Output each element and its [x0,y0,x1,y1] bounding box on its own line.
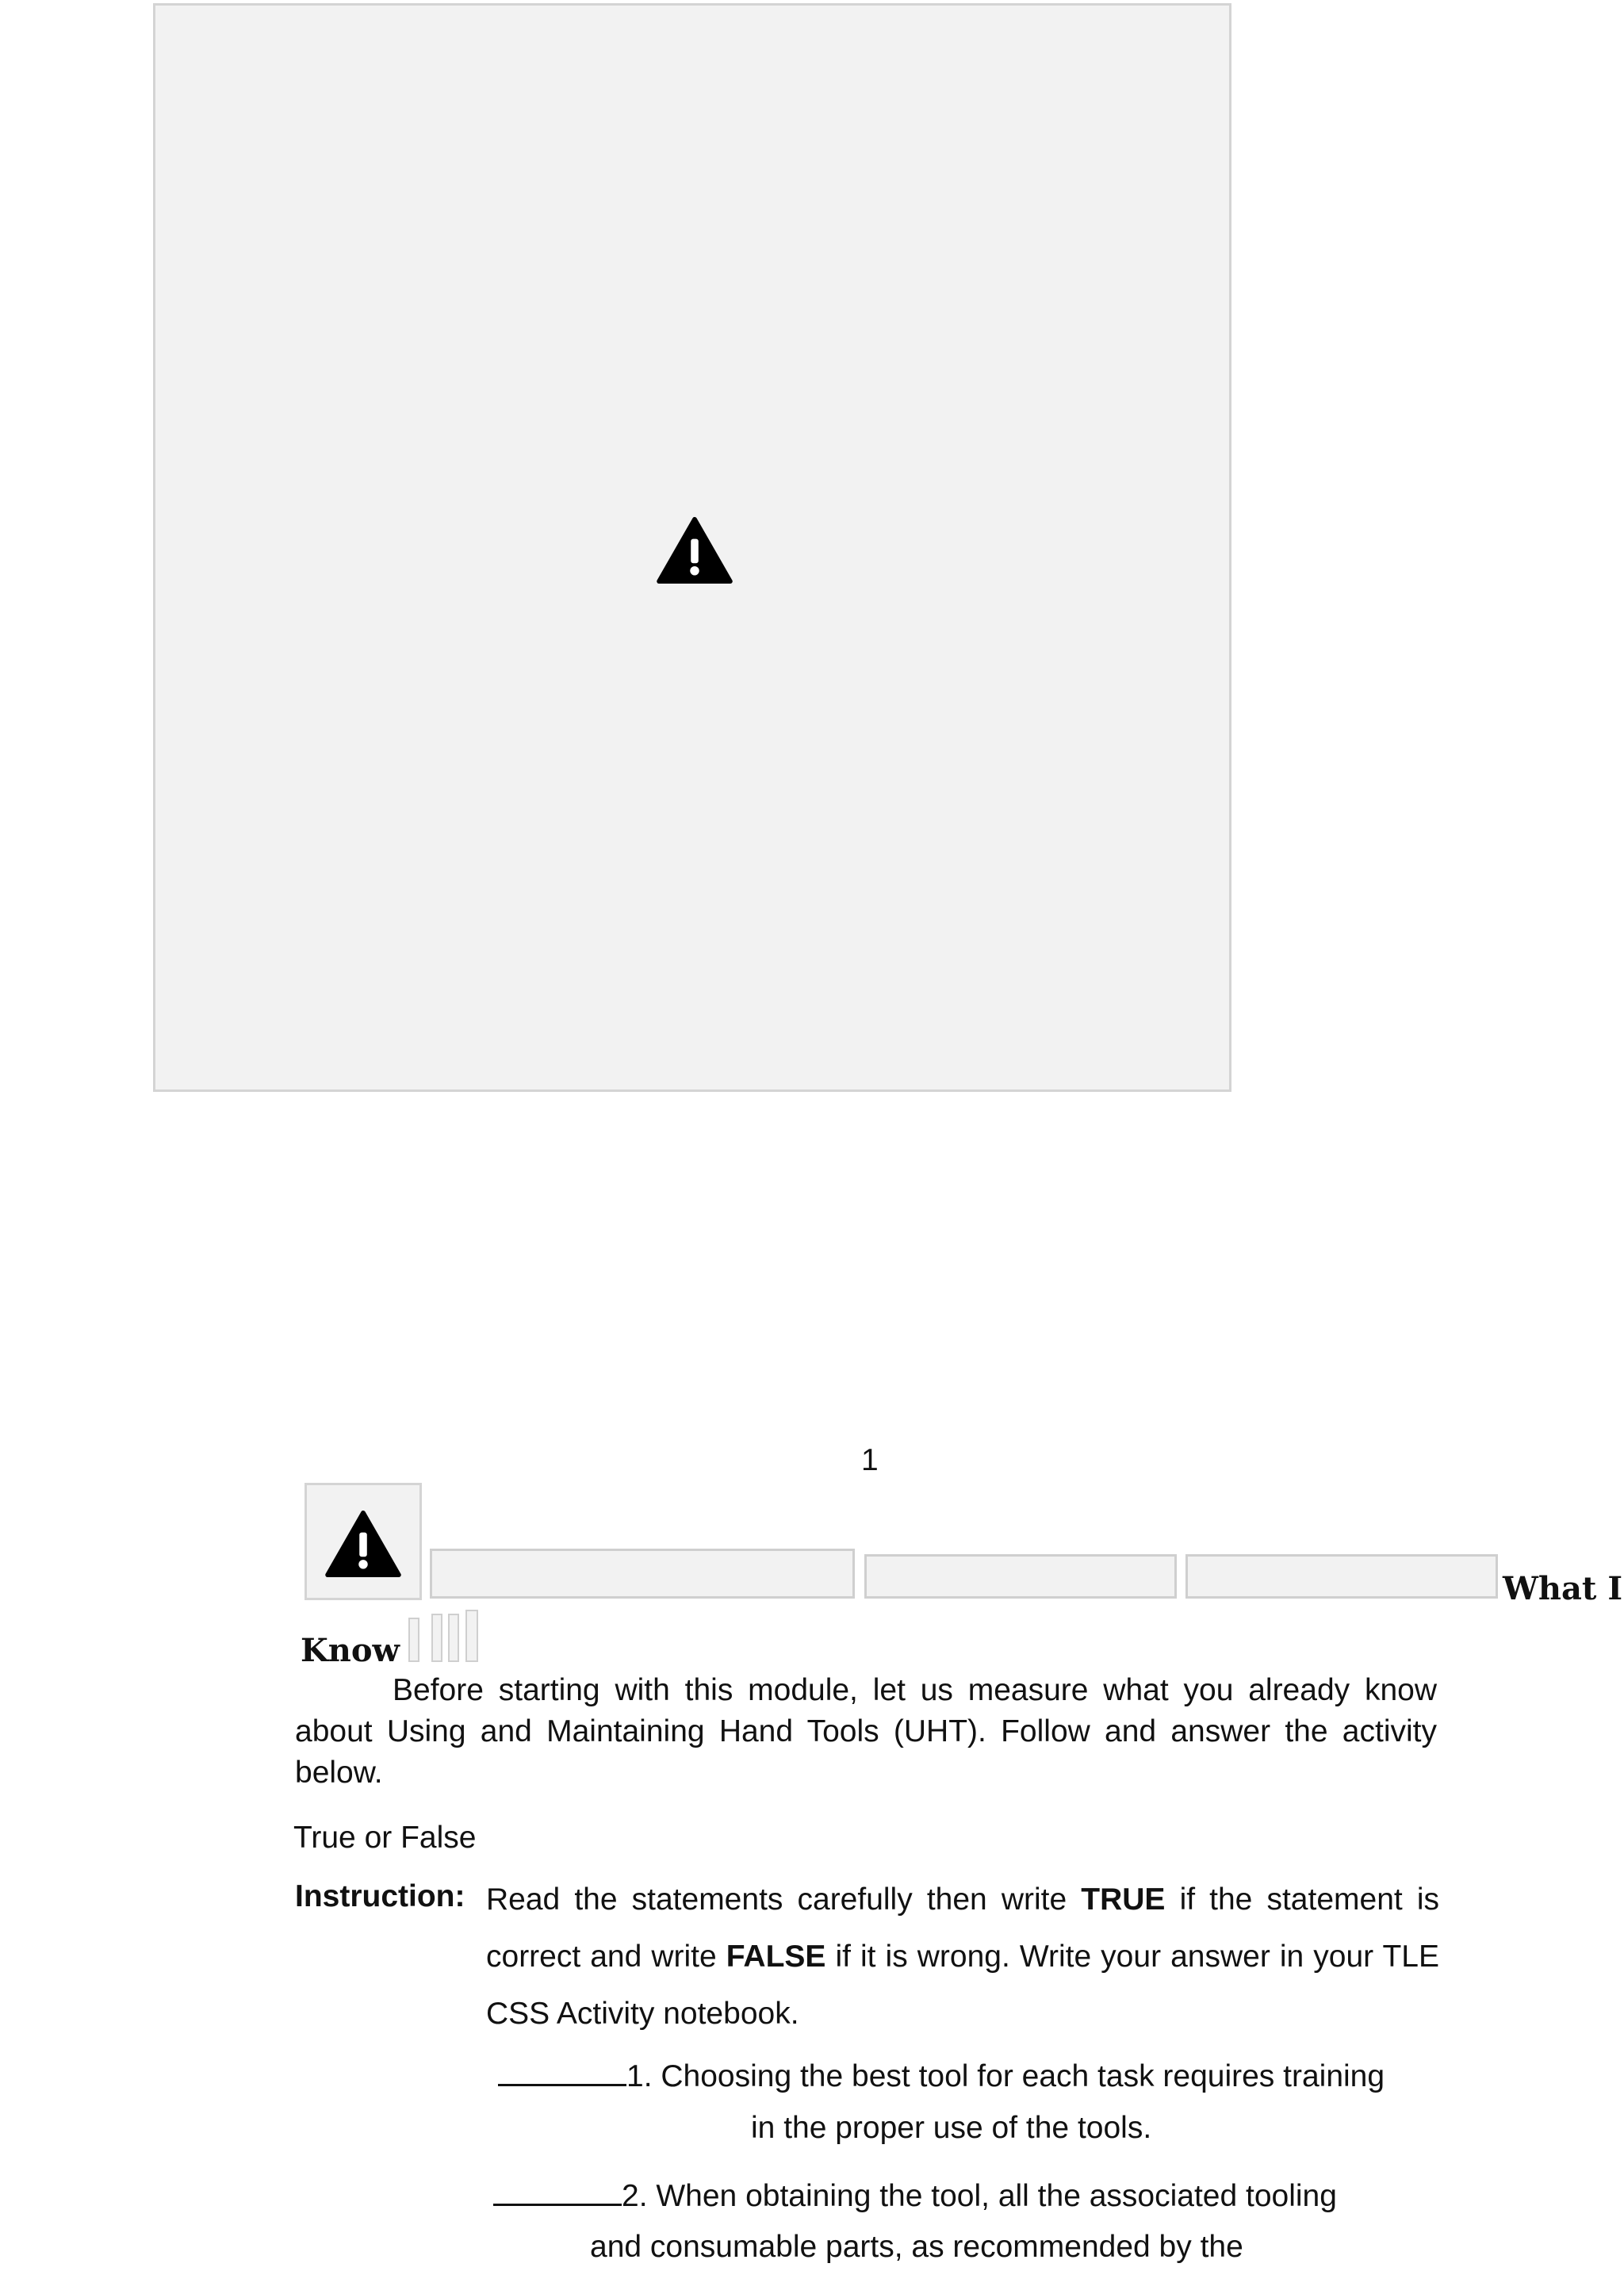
warning-triangle-icon [657,516,733,584]
section-heading-what-i: What I [1503,1570,1623,1607]
question-item [493,2175,1337,2212]
false-keyword: FALSE [726,1940,826,1974]
decor-bar [448,1614,459,1662]
question-text: 2. When obtaining the tool, all the associated tooling [622,2179,1337,2213]
answer-blank[interactable] [493,2175,622,2206]
question-item [498,2055,1385,2092]
question-continuation: in the proper use of the tools. [751,2111,1152,2145]
true-keyword: TRUE [1081,1882,1166,1917]
instruction-text [486,1871,1439,2043]
instruction-part-1: Read the statements carefully then write [486,1882,1067,1917]
instruction-label: Instruction: [295,1879,465,1913]
answer-blank[interactable] [498,2055,626,2086]
question-text: 1. Choosing the best tool for each task requires training [626,2059,1385,2093]
activity-title: True or False [293,1821,477,1855]
instruction-part-3: if it is wrong. Write your answer in your TLE CSS Activity notebook. [486,1940,1439,2031]
header-bar [1185,1554,1498,1599]
decor-bar [431,1614,442,1662]
decor-bar [465,1610,478,1662]
question-continuation: and consumable parts, as recommended by the [590,2230,1243,2264]
broken-image-placeholder [153,3,1231,1092]
header-bar [430,1549,855,1599]
decor-bar [408,1618,419,1662]
section-heading-know: Know [301,1632,400,1669]
header-bar [864,1554,1177,1599]
intro-paragraph: Before starting with this module, let us measure what you already know about Using and Maintaining Hand Tools (UHT). Follow and answer the activity below. [295,1673,1437,1790]
page-number: 1 [861,1443,879,1477]
broken-icon-placeholder [304,1483,422,1600]
warning-triangle-icon [325,1510,401,1578]
instruction-part-2: if the statement is correct and write [486,1882,1439,1974]
